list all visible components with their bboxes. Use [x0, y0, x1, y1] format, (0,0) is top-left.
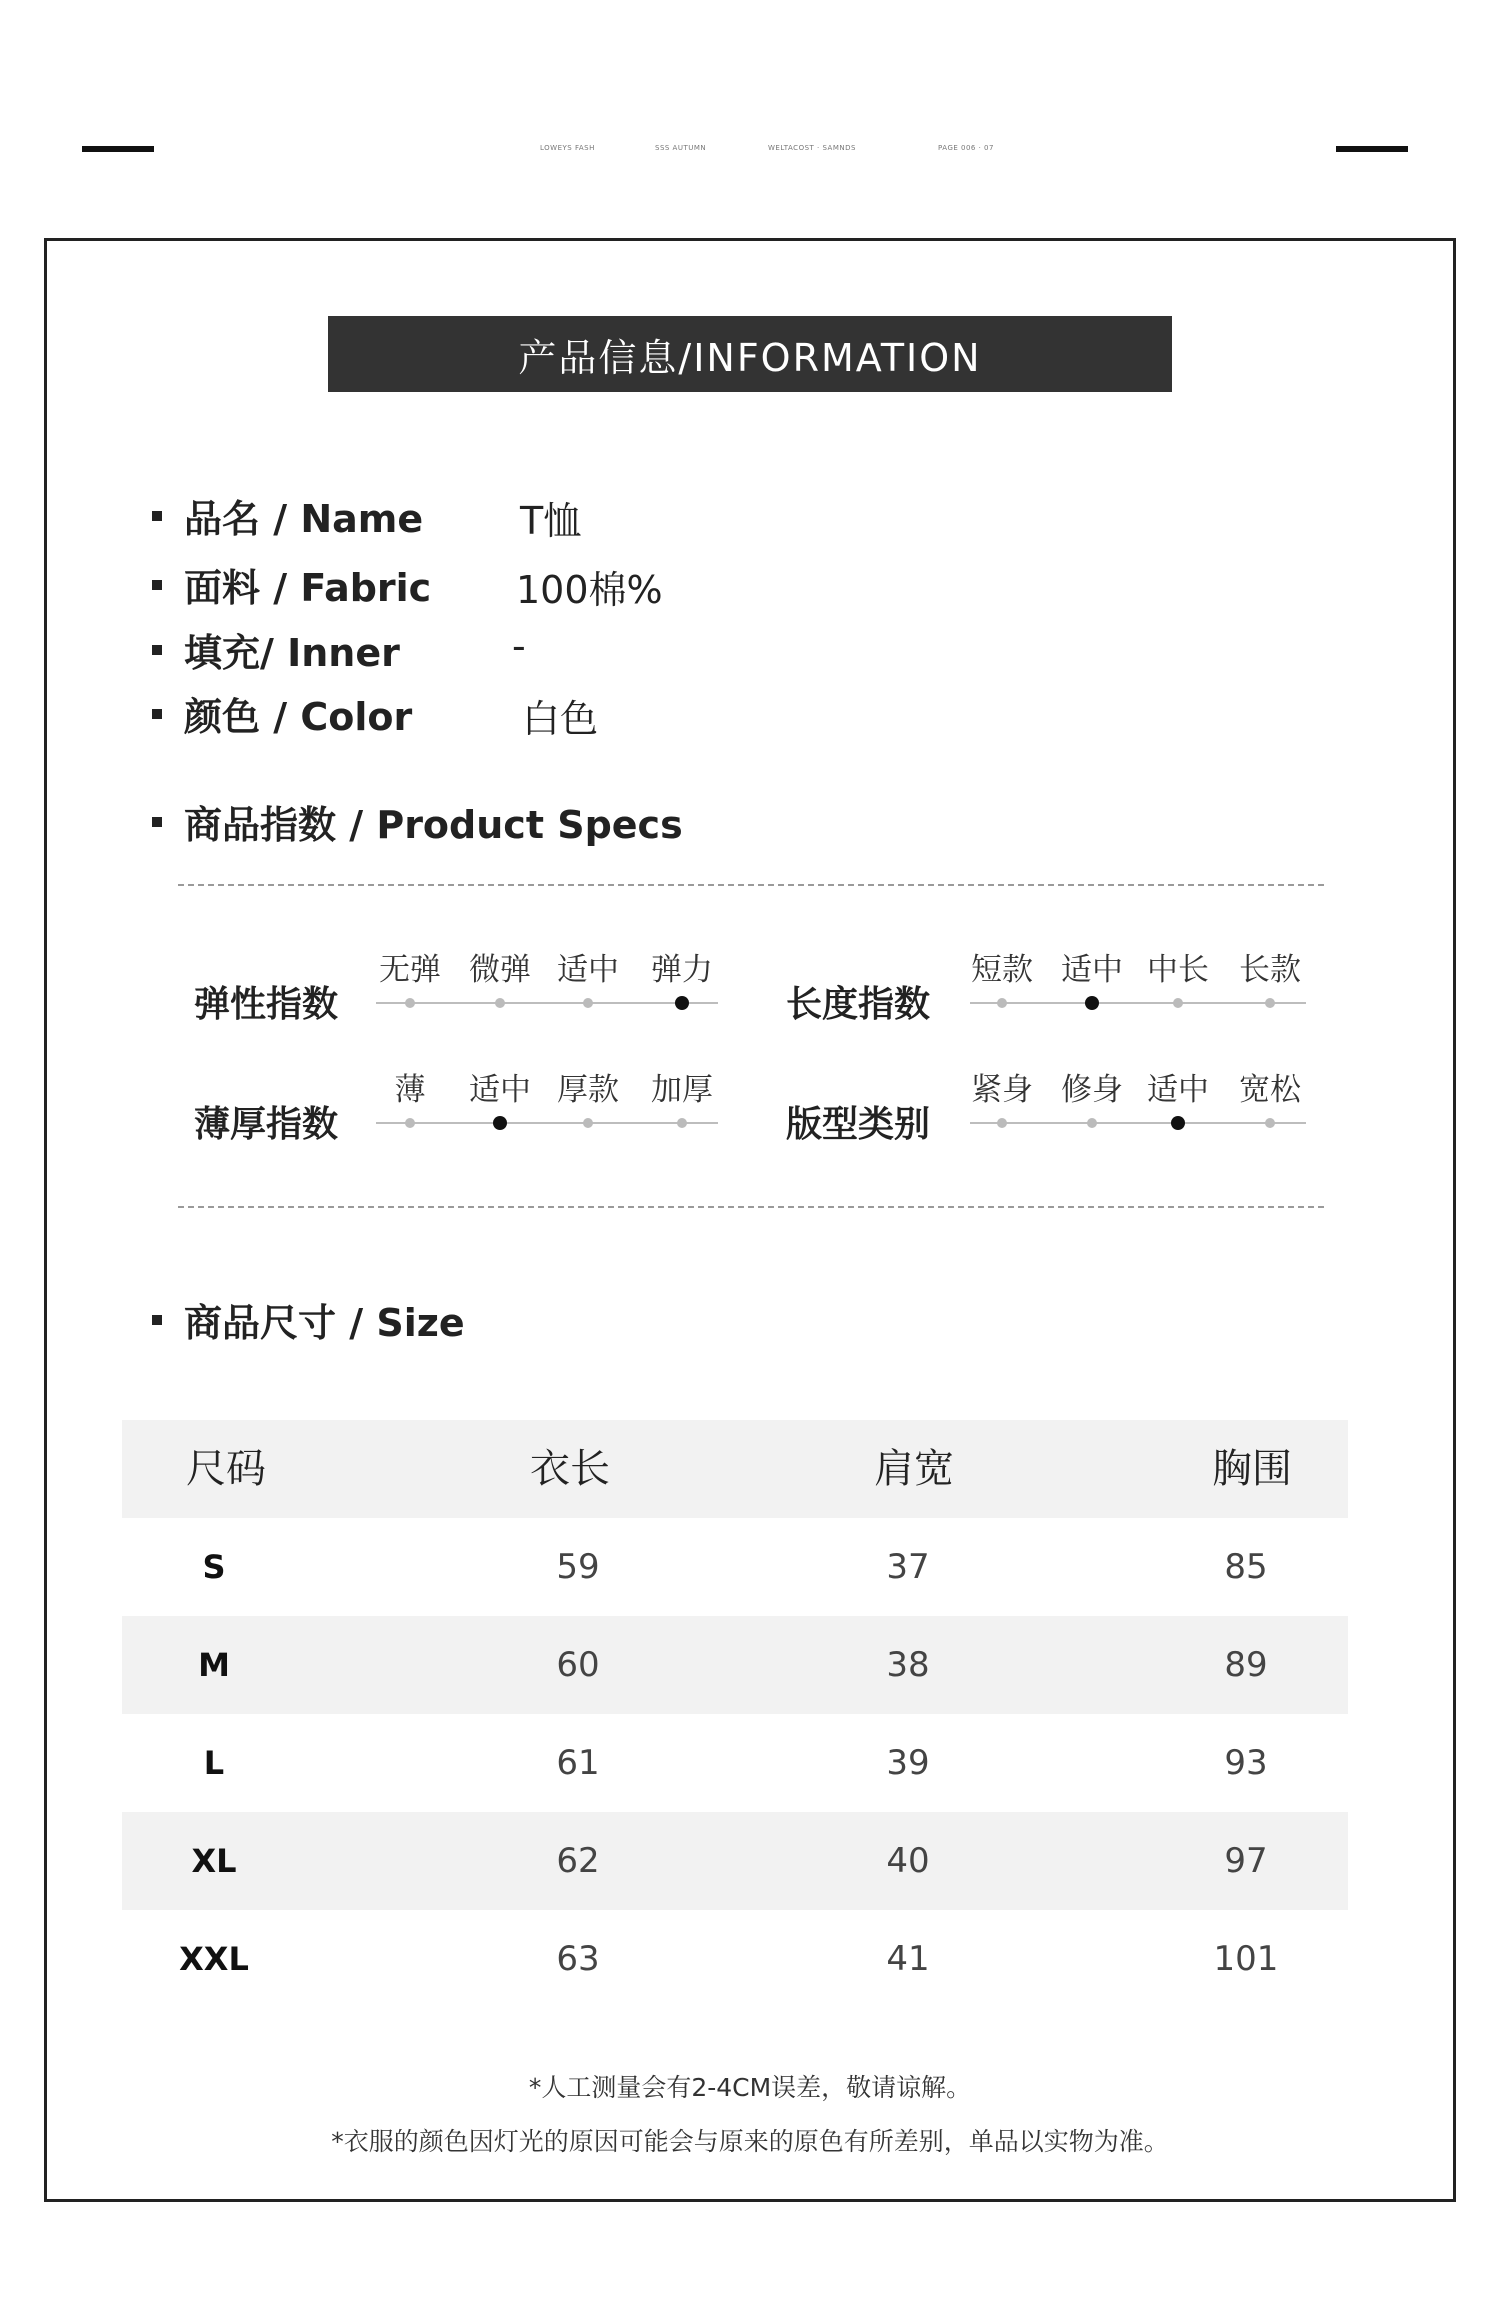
spec-option-label: 加厚	[651, 1072, 713, 1108]
table-row	[122, 1518, 1348, 1616]
spec-option-label: 弹力	[651, 952, 713, 988]
header-caption-4: PAGE 006 · 07	[938, 144, 994, 152]
measure-cell: 62	[556, 1841, 600, 1881]
table-header-cell: 肩宽	[874, 1446, 954, 1492]
spec-dot	[997, 1118, 1007, 1128]
size-heading-text: 商品尺寸 / Size	[184, 1301, 465, 1345]
spec-option-label: 无弹	[379, 952, 441, 988]
measure-cell: 97	[1224, 1841, 1268, 1881]
specs-divider-bottom	[178, 1206, 1324, 1208]
spec-scale-track	[970, 1002, 1306, 1004]
measure-cell: 41	[886, 1939, 930, 1979]
size-heading	[152, 1292, 465, 1347]
header-caption-1: LOWEYS FASH	[540, 144, 595, 152]
table-header-cell: 衣长	[530, 1446, 610, 1492]
header-rule-left	[82, 146, 154, 152]
measure-cell: 59	[556, 1547, 600, 1587]
spec-scale-track	[376, 1122, 718, 1124]
measure-cell: 93	[1224, 1743, 1268, 1783]
measure-cell: 60	[556, 1645, 600, 1685]
spec-dot	[997, 998, 1007, 1008]
measure-cell: 37	[886, 1547, 930, 1587]
bullet-icon	[152, 511, 162, 521]
banner-title: 产品信息/INFORMATION	[518, 335, 982, 380]
spec-dot-selected	[1171, 1116, 1185, 1130]
info-label: 面料 / Fabric	[184, 566, 432, 610]
spec-option-label: 适中	[1061, 952, 1123, 988]
info-name-label	[152, 488, 423, 543]
specs-divider-top	[178, 884, 1324, 886]
spec-label: 弹性指数	[194, 984, 339, 1025]
bullet-icon	[152, 709, 162, 719]
info-fabric-value: 100棉%	[516, 568, 663, 612]
spec-dot-selected	[493, 1116, 507, 1130]
table-header-row	[122, 1420, 1348, 1518]
header-caption-2: SSS AUTUMN	[655, 144, 707, 152]
measure-cell: 61	[556, 1743, 600, 1783]
info-label: 填充/ Inner	[184, 631, 400, 675]
spec-label: 薄厚指数	[194, 1104, 339, 1145]
size-cell: L	[203, 1744, 225, 1782]
bullet-icon	[152, 645, 162, 655]
bullet-icon	[152, 817, 162, 827]
table-header-cell: 尺码	[186, 1446, 266, 1492]
bullet-icon	[152, 1315, 162, 1325]
table-row	[122, 1616, 1348, 1714]
spec-dot	[583, 1118, 593, 1128]
spec-option-label: 中长	[1147, 952, 1209, 988]
info-color-value: 白色	[522, 697, 599, 741]
info-color-label	[152, 686, 412, 741]
table-header-cell: 胸围	[1212, 1446, 1292, 1492]
spec-option-label: 厚款	[557, 1072, 619, 1108]
spec-option-label: 薄	[394, 1072, 426, 1108]
size-cell: S	[202, 1548, 226, 1586]
header-caption-3: WELTACOST · SAMNDS	[768, 144, 856, 152]
info-name-value: T恤	[520, 499, 582, 543]
spec-dot	[495, 998, 505, 1008]
spec-dot	[405, 1118, 415, 1128]
table-row	[122, 1910, 1348, 2008]
info-inner-value: -	[512, 624, 526, 668]
size-cell: XL	[191, 1842, 237, 1880]
spec-dot	[405, 998, 415, 1008]
spec-option-label: 短款	[971, 952, 1033, 988]
measure-cell: 85	[1224, 1547, 1268, 1587]
spec-dot	[1087, 1118, 1097, 1128]
spec-dot-selected	[1085, 996, 1099, 1010]
specs-heading	[152, 794, 683, 849]
measure-cell: 63	[556, 1939, 600, 1979]
measure-cell: 38	[886, 1645, 930, 1685]
spec-dot	[1265, 1118, 1275, 1128]
spec-option-label: 适中	[469, 1072, 531, 1108]
table-row	[122, 1812, 1348, 1910]
spec-option-label: 适中	[557, 952, 619, 988]
info-inner-label	[152, 622, 400, 677]
measure-cell: 39	[886, 1743, 930, 1783]
spec-option-label: 宽松	[1239, 1072, 1301, 1108]
bullet-icon	[152, 580, 162, 590]
spec-option-label: 长款	[1239, 952, 1301, 988]
note-measurement: *人工测量会有2-4CM误差，敬请谅解。	[528, 2073, 972, 2102]
info-fabric-label	[152, 557, 431, 612]
info-banner	[328, 316, 1172, 392]
spec-dot	[1265, 998, 1275, 1008]
table-row	[122, 1714, 1348, 1812]
note-color: *衣服的颜色因灯光的原因可能会与原来的原色有所差别，单品以实物为准。	[331, 2127, 1169, 2156]
size-table	[122, 1420, 1348, 2008]
spec-dot-selected	[675, 996, 689, 1010]
info-label: 品名 / Name	[184, 497, 424, 541]
spec-option-label: 微弹	[469, 952, 531, 988]
info-label: 颜色 / Color	[184, 695, 413, 739]
spec-label: 版型类别	[786, 1104, 931, 1145]
measure-cell: 40	[886, 1841, 930, 1881]
spec-dot	[677, 1118, 687, 1128]
spec-scale-track	[376, 1002, 718, 1004]
spec-dot	[1173, 998, 1183, 1008]
spec-option-label: 修身	[1061, 1072, 1123, 1108]
header-rule-right	[1336, 146, 1408, 152]
measure-cell: 101	[1213, 1939, 1279, 1979]
specs-heading-text: 商品指数 / Product Specs	[184, 803, 683, 847]
spec-label: 长度指数	[786, 984, 931, 1025]
spec-option-label: 紧身	[971, 1072, 1033, 1108]
spec-scale-track	[970, 1122, 1306, 1124]
spec-dot	[583, 998, 593, 1008]
measure-cell: 89	[1224, 1645, 1268, 1685]
size-cell: XXL	[179, 1940, 249, 1978]
size-cell: M	[198, 1646, 230, 1684]
spec-option-label: 适中	[1147, 1072, 1209, 1108]
